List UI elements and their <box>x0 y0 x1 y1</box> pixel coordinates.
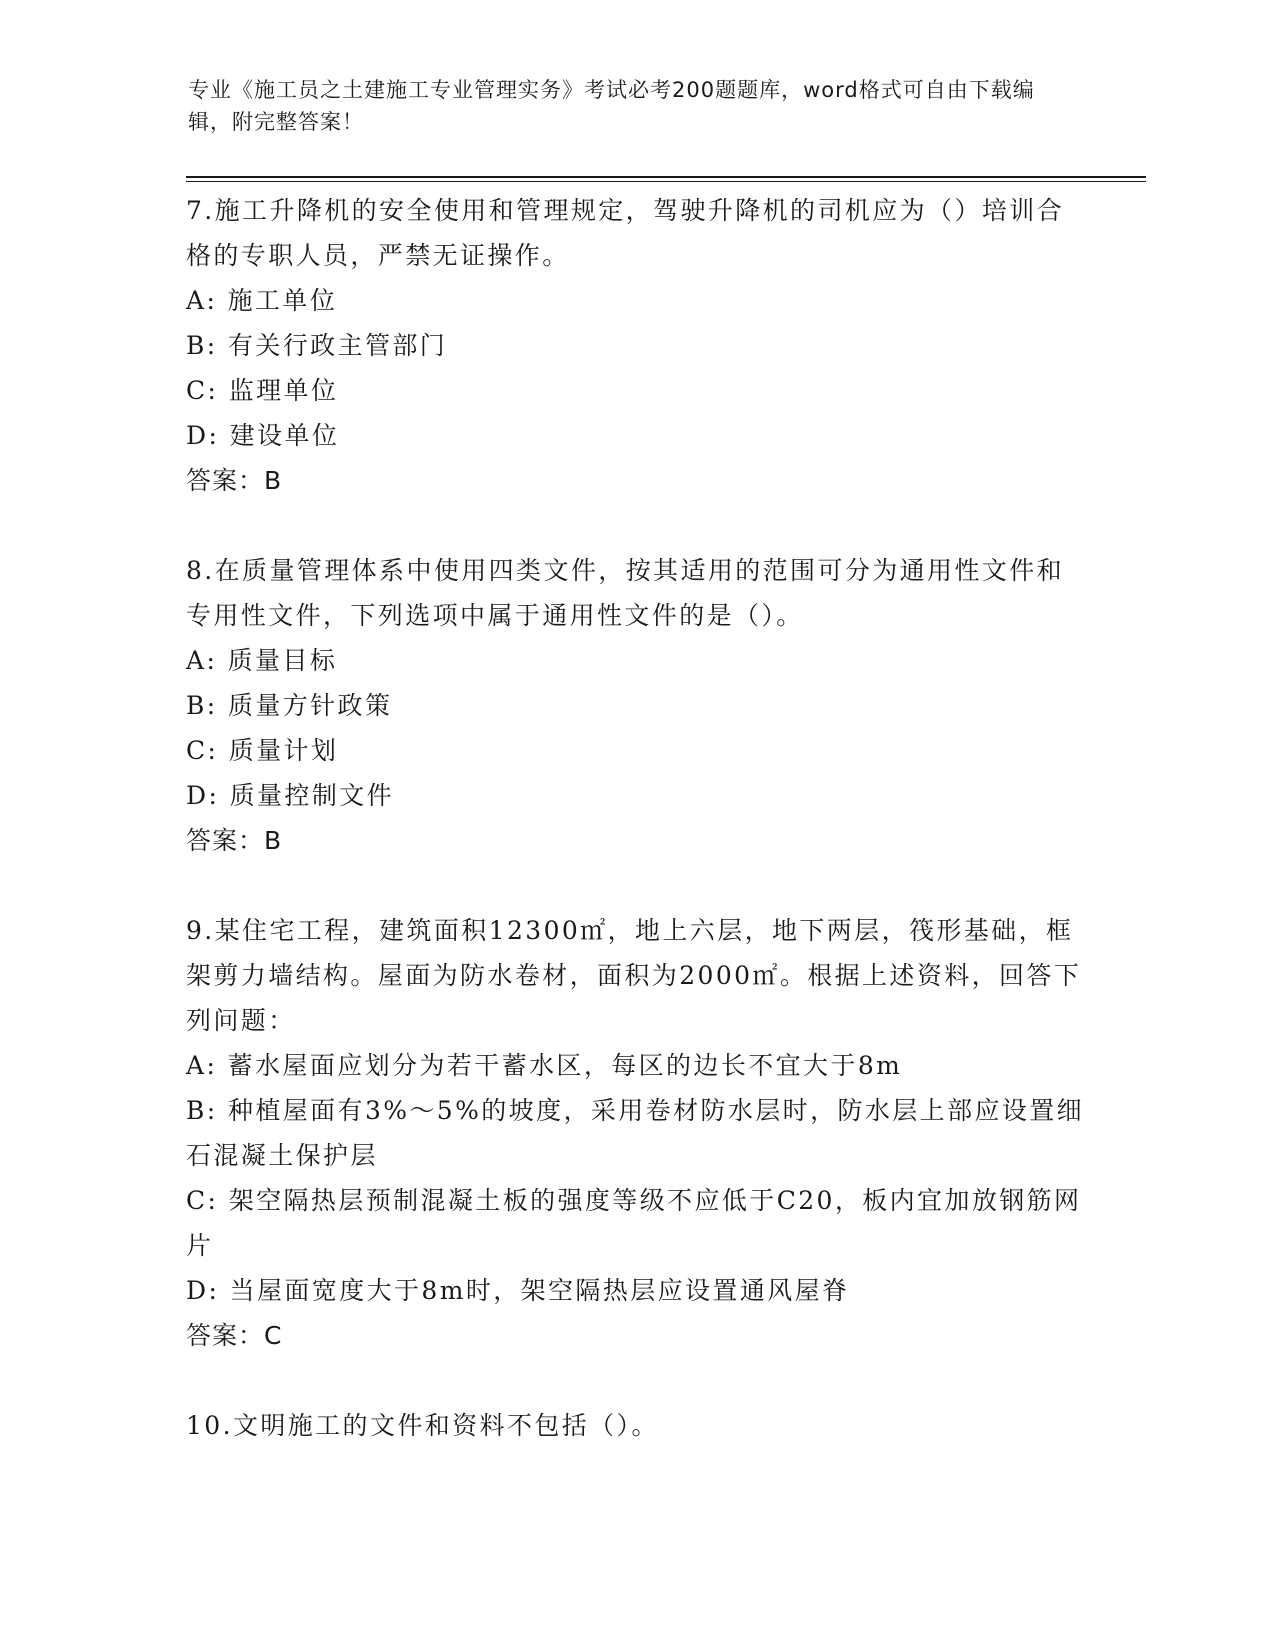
answer-line: 答案：C <box>186 1321 283 1350</box>
question-stem: 7.施工升降机的安全使用和管理规定，驾驶升降机的司机应为（）培训合格的专职人员，严禁无证操作。 <box>186 196 1065 270</box>
question-spacer <box>186 503 1086 548</box>
question-stem: 10.文明施工的文件和资料不包括（）。 <box>186 1411 659 1440</box>
question-9 <box>186 908 1086 1358</box>
header-divider-thick <box>186 176 1146 178</box>
question-list <box>186 188 1086 1448</box>
option-d: D: 建设单位 <box>186 421 340 450</box>
option-a: A: 蓄水屋面应划分为若干蓄水区，每区的边长不宜大于8m <box>186 1051 903 1080</box>
option-c: C: 质量计划 <box>186 736 339 765</box>
option-b: B: 种植屋面有3%～5%的坡度，采用卷材防水层时，防水层上部应设置细石混凝土保护层 <box>186 1096 1085 1170</box>
question-stem: 8.在质量管理体系中使用四类文件，按其适用的范围可分为通用性文件和专用性文件，下列选项中属于通用性文件的是（）。 <box>186 556 1065 630</box>
option-b: B: 质量方针政策 <box>186 691 393 720</box>
option-d: D: 当屋面宽度大于8m时，架空隔热层应设置通风屋脊 <box>186 1276 850 1305</box>
answer-line: 答案：B <box>186 466 283 495</box>
option-b: B: 有关行政主管部门 <box>186 331 448 360</box>
question-7 <box>186 188 1086 503</box>
question-8 <box>186 548 1086 863</box>
question-stem: 9.某住宅工程，建筑面积12300㎡，地上六层，地下两层，筏形基础，框架剪力墙结构。屋面为防水卷材，面积为2000㎡。根据上述资料，回答下列问题： <box>186 916 1082 1035</box>
question-spacer <box>186 1358 1086 1403</box>
question-spacer <box>186 863 1086 908</box>
option-a: A: 质量目标 <box>186 646 338 675</box>
option-d: D: 质量控制文件 <box>186 781 395 810</box>
header-divider-thin <box>186 181 1146 182</box>
option-c: C: 监理单位 <box>186 376 339 405</box>
document-header: 专业《施工员之土建施工专业管理实务》考试必考200题题库，word格式可自由下载编辑，附完整答案！ <box>188 78 1035 134</box>
option-a: A: 施工单位 <box>186 286 338 315</box>
question-10 <box>186 1403 1086 1448</box>
option-c: C: 架空隔热层预制混凝土板的强度等级不应低于C20，板内宜加放钢筋网片 <box>186 1186 1082 1260</box>
answer-line: 答案：B <box>186 826 283 855</box>
